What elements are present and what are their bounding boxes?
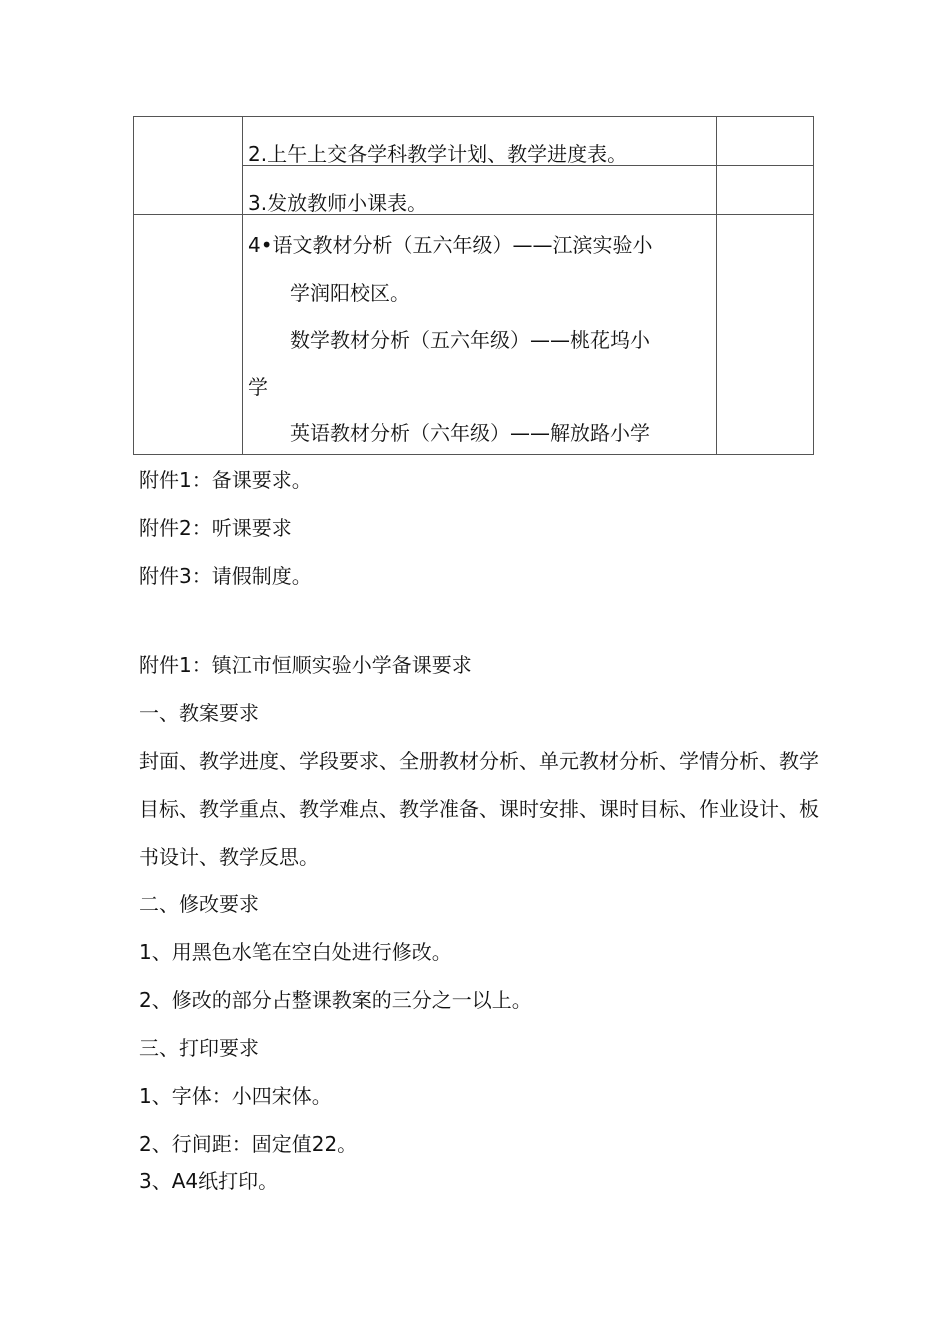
- table-row3-line3: 数学教材分析（五六年级）——桃花坞小: [290, 328, 650, 352]
- schedule-table: [133, 116, 814, 455]
- revision-item-1: 1、用黑色水笔在空白处进行修改。: [139, 940, 452, 964]
- table-row2-text: 3.发放教师小课表。: [248, 191, 428, 215]
- lesson-plan-body-3: 书设计、教学反思。: [139, 845, 319, 869]
- printing-item-1: 1、字体：小四宋体。: [139, 1084, 332, 1108]
- heading-printing: 三、打印要求: [139, 1036, 259, 1060]
- table-col-sep-2: [716, 116, 717, 455]
- table-border-left: [133, 116, 134, 455]
- heading-lesson-plan: 一、教案要求: [139, 701, 259, 725]
- table-row3-line1: 4•语文教材分析（五六年级）——江滨实验小: [248, 233, 653, 257]
- printing-item-3: 3、A4纸打印。: [139, 1169, 279, 1193]
- lesson-plan-body-1: 封面、教学进度、学段要求、全册教材分析、单元教材分析、学情分析、教学: [139, 749, 819, 773]
- attachment-2: 附件2：听课要求: [139, 516, 292, 540]
- table-border-bottom: [133, 454, 814, 455]
- printing-item-2: 2、行间距：固定值22。: [139, 1132, 358, 1156]
- table-row3-line4: 学: [248, 375, 268, 399]
- table-col-sep-1: [242, 116, 243, 455]
- attachment-3: 附件3：请假制度。: [139, 564, 312, 588]
- table-border-top: [133, 116, 814, 117]
- table-row3-line2: 学润阳校区。: [290, 281, 410, 305]
- lesson-plan-body-2: 目标、教学重点、教学难点、教学准备、课时安排、课时目标、作业设计、板: [139, 797, 819, 821]
- attachment-1: 附件1：备课要求。: [139, 468, 312, 492]
- table-row1-text: 2.上午上交各学科教学计划、教学进度表。: [248, 142, 628, 166]
- table-border-right: [813, 116, 814, 455]
- revision-item-2: 2、修改的部分占整课教案的三分之一以上。: [139, 988, 532, 1012]
- table-row-sep-2: [133, 214, 814, 215]
- section-title: 附件1：镇江市恒顺实验小学备课要求: [139, 653, 472, 677]
- heading-revision: 二、修改要求: [139, 892, 259, 916]
- table-row3-line5: 英语教材分析（六年级）——解放路小学: [290, 421, 650, 445]
